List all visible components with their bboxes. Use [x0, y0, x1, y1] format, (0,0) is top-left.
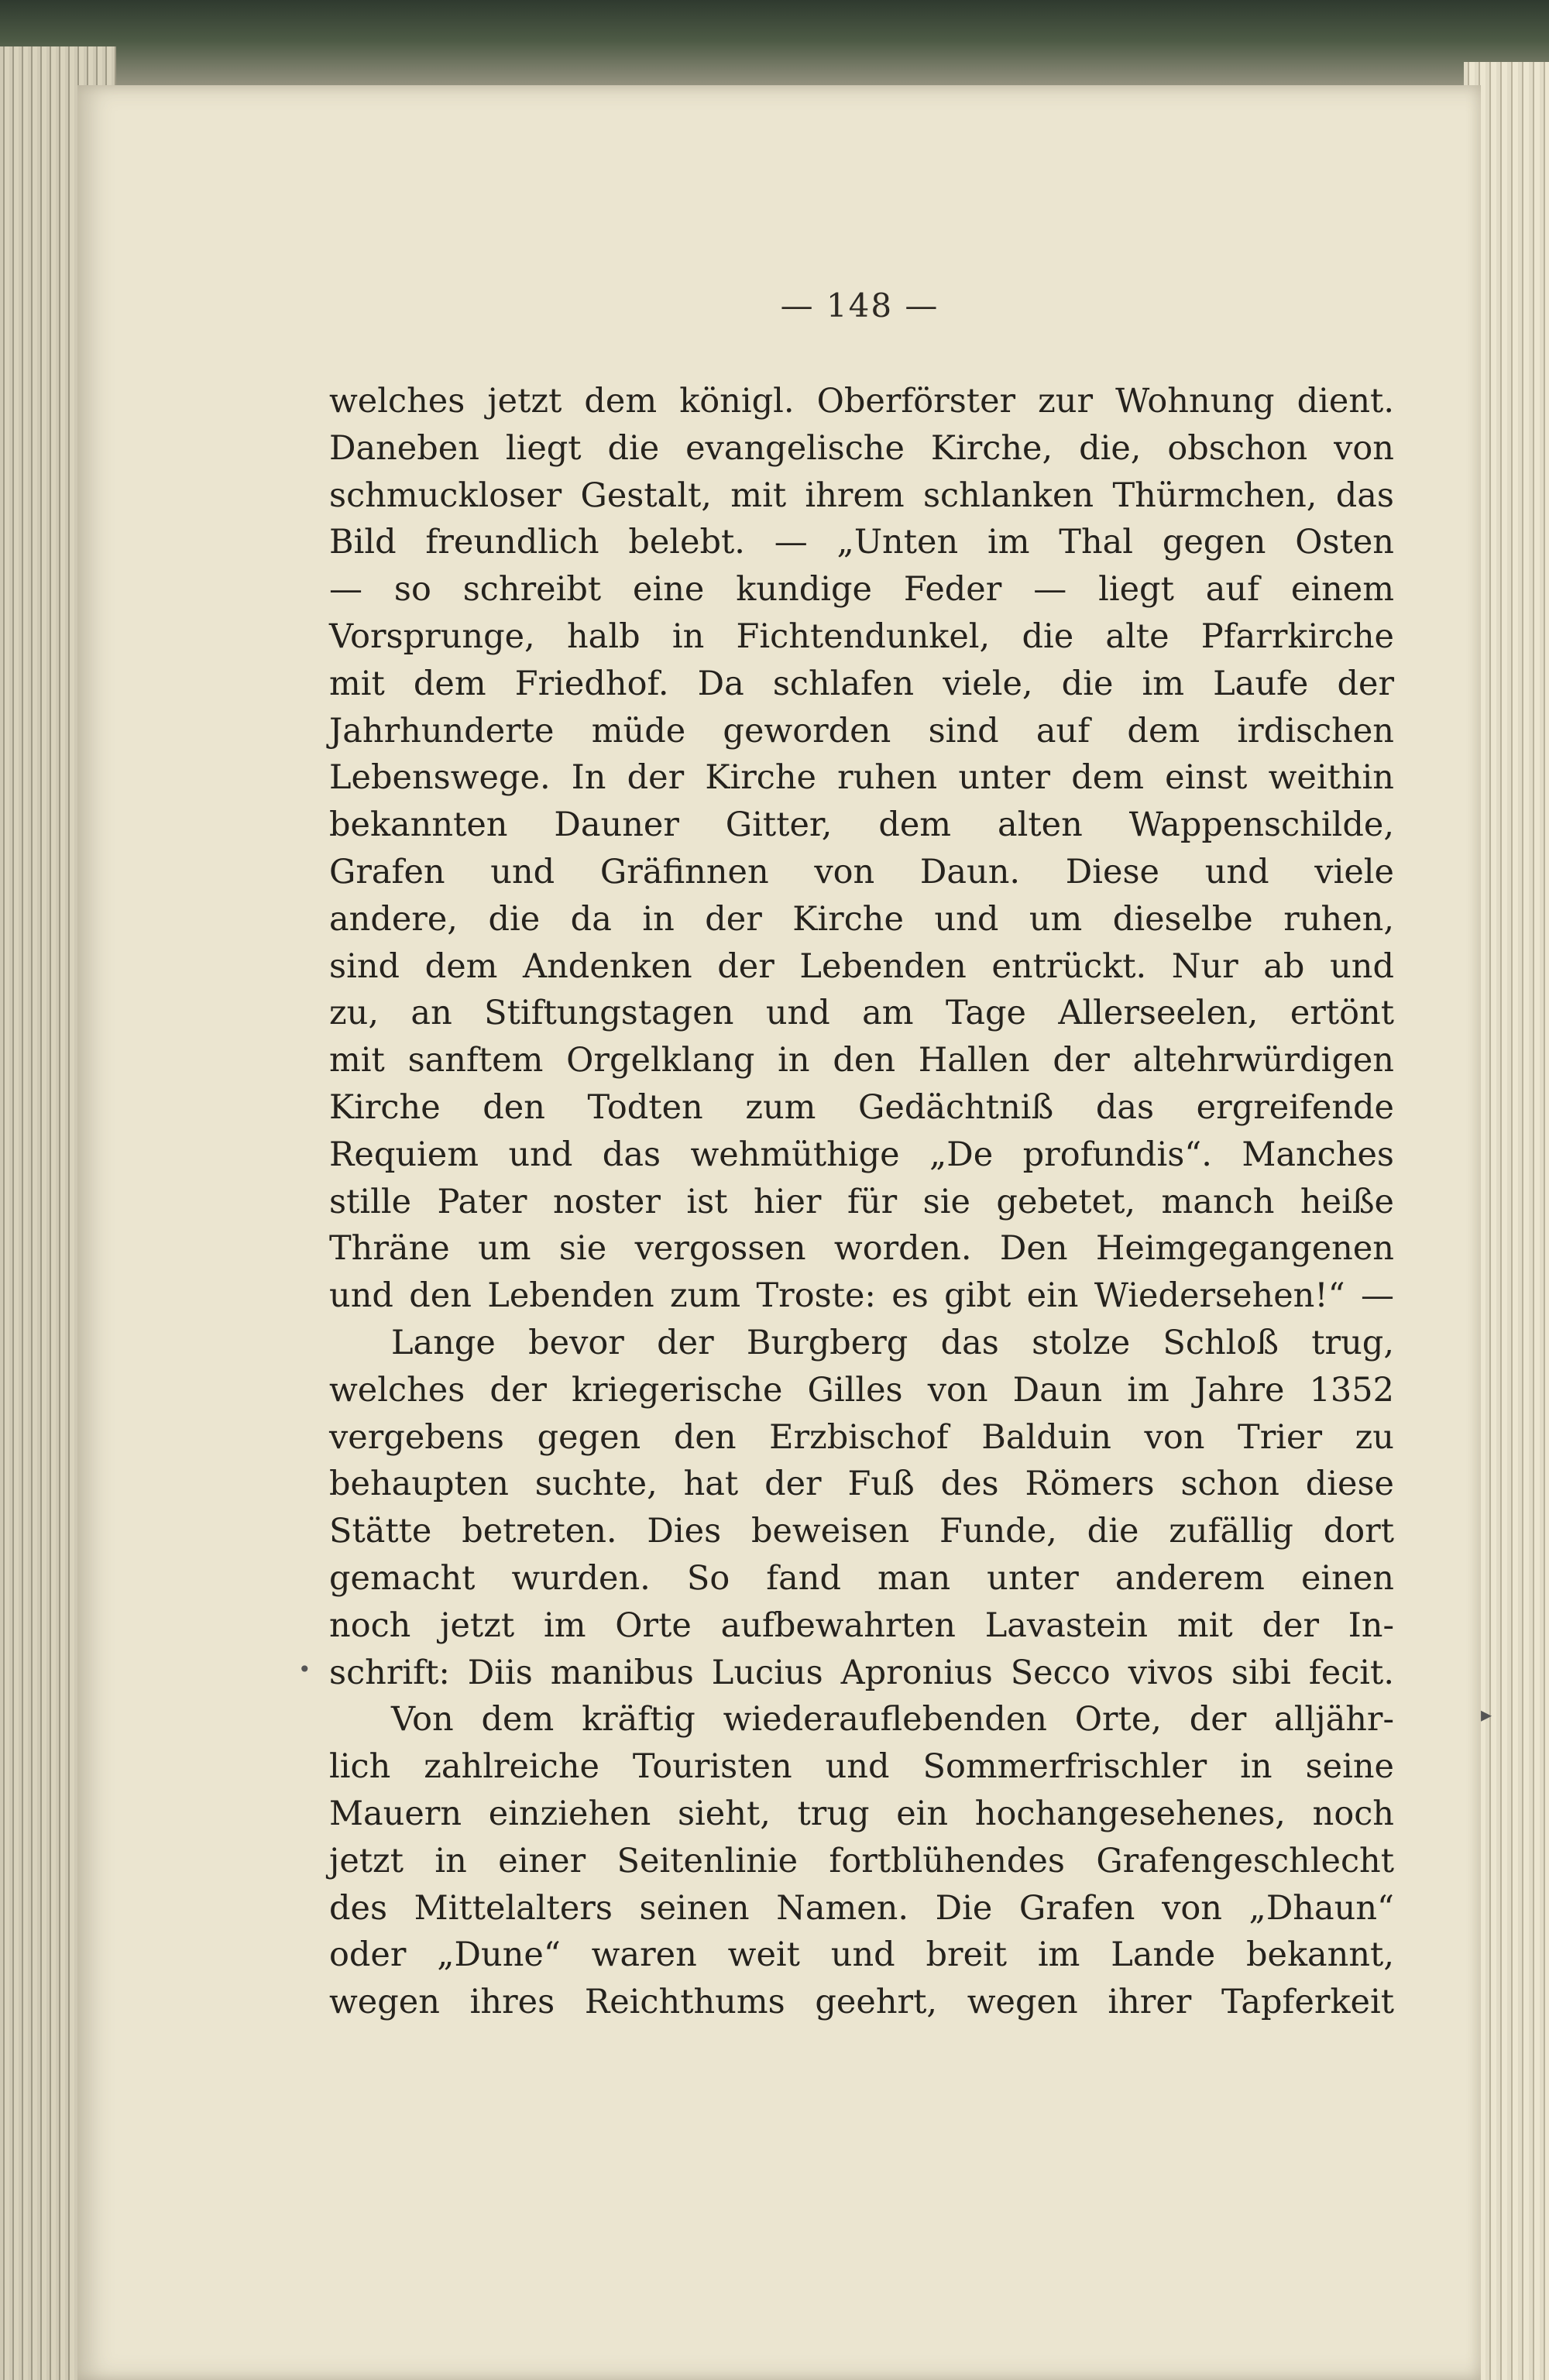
text-line: bekannten Dauner Gitter, dem alten Wappenschilde,	[329, 805, 1394, 845]
body-text	[329, 378, 1394, 2026]
text-line: Mauern einziehen sieht, trug ein hochangesehenes, noch	[329, 1794, 1394, 1833]
text-line: stille Pater noster ist hier für sie gebetet, manch heiße	[329, 1182, 1394, 1221]
text-line: Lange bevor der Burgberg das stolze Schloß trug,	[391, 1323, 1394, 1362]
text-line: Lebenswege. In der Kirche ruhen unter dem einst weithin	[329, 758, 1394, 798]
text-line: des Mittelalters seinen Namen. Die Grafen von „Dhaun“	[329, 1888, 1394, 1928]
text-line: Thräne um sie vergossen worden. Den Heimgegangenen	[329, 1229, 1394, 1269]
text-line: schmuckloser Gestalt, mit ihrem schlanken Thürmchen, das	[329, 476, 1394, 515]
text-line: Jahrhunderte müde geworden sind auf dem irdischen	[329, 711, 1394, 750]
text-line: welches jetzt dem königl. Oberförster zur Wohnung dient.	[329, 382, 1394, 421]
text-line: und den Lebenden zum Troste: es gibt ein Wiedersehen!“ —	[329, 1276, 1394, 1316]
text-line: oder „Dune“ waren weit und breit im Lande bekannt,	[329, 1935, 1394, 1975]
text-line: Von dem kräftig wiederauflebenden Orte, der alljähr-	[391, 1700, 1394, 1739]
text-line: noch jetzt im Orte aufbewahrten Lavastein mit der In-	[329, 1606, 1394, 1645]
text-line: Requiem und das wehmüthige „De profundis“. Manches	[329, 1135, 1394, 1174]
text-line: andere, die da in der Kirche und um dieselbe ruhen,	[329, 899, 1394, 939]
text-line: gemacht wurden. So fand man unter anderem einen	[329, 1558, 1394, 1598]
text-line: Vorsprunge, halb in Fichtendunkel, die alte Pfarrkirche	[329, 616, 1394, 656]
text-line: — so schreibt eine kundige Feder — liegt auf einem	[329, 570, 1394, 610]
text-line: Daneben liegt die evangelische Kirche, die, obschon von	[329, 428, 1394, 468]
text-line: welches der kriegerische Gilles von Daun im Jahre 1352	[329, 1370, 1394, 1410]
text-line: wegen ihres Reichthums geehrt, wegen ihrer Tapferkeit	[329, 1983, 1394, 2022]
text-line: Bild freundlich belebt. — „Unten im Thal gegen Osten	[329, 523, 1394, 562]
margin-tick-mark: ▸	[1481, 1702, 1492, 1727]
text-line: behaupten suchte, hat der Fuß des Römers schon diese	[329, 1465, 1394, 1504]
text-line: jetzt in einer Seitenlinie fortblühendes Grafengeschlecht	[329, 1841, 1394, 1880]
text-line: vergebens gegen den Erzbischof Balduin von Trier zu	[329, 1417, 1394, 1457]
text-line: zu, an Stiftungstagen und am Tage Allerseelen, ertönt	[329, 994, 1394, 1033]
page-number: — 148 —	[780, 287, 939, 325]
text-line: sind dem Andenken der Lebenden entrückt. Nur ab und	[329, 946, 1394, 986]
text-line: mit sanftem Orgelklang in den Hallen der altehrwürdigen	[329, 1041, 1394, 1080]
text-line: Grafen und Gräfinnen von Daun. Diese und viele	[329, 852, 1394, 891]
text-line: lich zahlreiche Touristen und Sommerfrischler in seine	[329, 1747, 1394, 1787]
margin-bullet-mark: •	[298, 1657, 311, 1682]
text-line: Kirche den Todten zum Gedächtniß das ergreifende	[329, 1087, 1394, 1127]
text-line: mit dem Friedhof. Da schlafen viele, die im Laufe der	[329, 664, 1394, 703]
text-line: schrift: Diis manibus Lucius Apronius Secco vivos sibi fecit.	[329, 1653, 1394, 1692]
text-line: Stätte betreten. Dies beweisen Funde, die zufällig dort	[329, 1512, 1394, 1551]
